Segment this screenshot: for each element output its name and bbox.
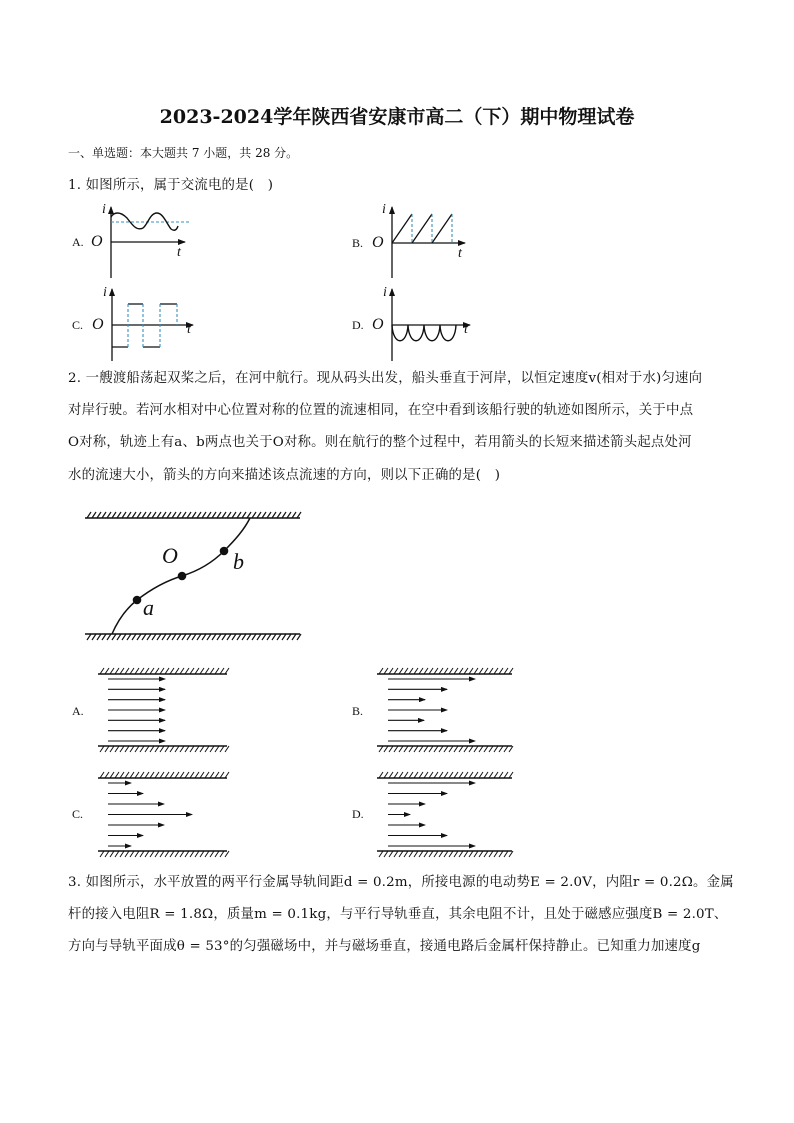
graph-c-axis-i: i [103,285,107,300]
graph-d-axis-i: i [383,285,387,300]
q2-option-d-label[interactable]: D. [352,807,364,821]
graph-d [392,289,470,361]
graph-c [112,289,193,361]
question-3-line-2: 杆的接入电阻R = 1.8Ω，质量m = 0.1kg，与平行导轨垂直，其余电阻不计，且处于磁感应强度B = 2.0T、 [68,907,728,922]
river-trajectory-figure [85,512,301,640]
river-option-c [98,772,229,857]
question-3-line-1: 3. 如图所示，水平放置的两平行金属导轨间距d = 0.2m，所接电源的电动势E = 2.0V，内阻r = 0.2Ω。金属 [68,875,734,890]
page-title: 2023-2024学年陕西省安康市高二（下）期中物理试卷 [159,106,635,128]
point-a-label: a [143,595,154,620]
q1-option-c-label[interactable]: C. [72,318,84,332]
graph-b-axis-t: t [458,246,462,261]
river-flow-options [98,668,513,857]
graph-b [392,207,465,278]
river-option-b [377,668,513,752]
point-b-marker [220,547,228,555]
question-2-line-4: 水的流速大小，箭头的方向来描述该点流速的方向，则以下正确的是( ) [68,468,501,483]
graph-d-axis-t: t [464,322,468,337]
graph-c-axis-t: t [187,322,191,337]
graph-a [111,207,189,278]
q2-option-c-label[interactable]: C. [72,807,84,821]
q2-option-a-label[interactable]: A. [72,704,84,718]
graph-b-origin: O [372,234,384,251]
q1-option-a-label[interactable]: A. [72,235,84,249]
point-a-marker [133,596,141,604]
question-2-line-3: O对称，轨迹上有a、b两点也关于O对称。则在航行的整个过程中，若用箭头的长短来描述箭头起点处河 [68,435,692,450]
river-option-d [377,772,513,857]
point-b-label: b [233,549,244,574]
question-2-line-2: 对岸行驶。若河水相对中心位置对称的位置的流速相同，在空中看到该船行驶的轨迹如图所示，关于中点 [68,403,694,418]
graph-a-origin: O [91,233,103,250]
river-option-a [98,668,229,752]
q1-option-d-label[interactable]: D. [352,318,364,332]
graph-a-axis-t: t [177,245,181,260]
graph-a-axis-i: i [102,202,106,217]
question-2-line-1: 2. 一艘渡船荡起双桨之后，在河中航行。现从码头出发，船头垂直于河岸，以恒定速度v(相对于水)匀速向 [68,371,703,386]
q1-option-b-label[interactable]: B. [352,236,364,250]
q2-option-b-label[interactable]: B. [352,704,364,718]
graph-b-axis-i: i [382,202,386,217]
question-1-stem: 1. 如图所示，属于交流电的是( ) [68,178,274,193]
section-heading: 一、单选题：本大题共 7 小题，共 28 分。 [68,146,299,160]
point-o-label: O [162,543,178,568]
point-o-marker [178,572,186,580]
graph-c-origin: O [92,316,104,333]
question-3-line-3: 方向与导轨平面成θ = 53°的匀强磁场中，并与磁场垂直，接通电路后金属杆保持静止。已知重力加速度g [68,939,701,954]
graph-d-origin: O [372,316,384,333]
